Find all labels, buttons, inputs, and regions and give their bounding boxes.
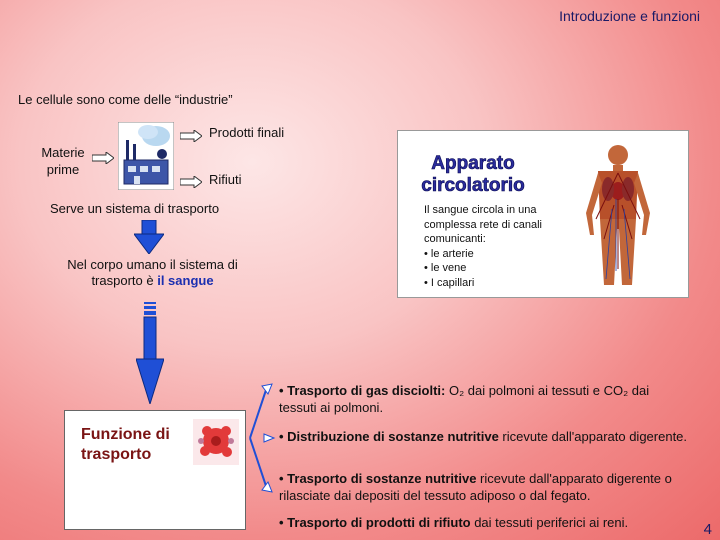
bullet-item [279, 428, 689, 445]
circulatory-item: • le vene [424, 262, 467, 274]
bullet-bold: • Trasporto di gas disciolti: [279, 383, 446, 398]
serve-text: Serve un sistema di trasporto [50, 201, 220, 216]
transport-function-line1: Funzione di [81, 426, 170, 443]
bullet-bold: • Trasporto di sostanze nutritive [279, 471, 477, 486]
intro-text: Le cellule sono come delle “industrie” [18, 92, 233, 107]
blood-cells-icon [193, 419, 239, 465]
circulatory-intro: Il sangue circola in una complessa rete di canali comunicanti: [424, 204, 543, 245]
input-label-line2: prime [46, 162, 80, 177]
arrow-down-large-icon [136, 302, 164, 404]
bullet-rest: O₂ dai polmoni ai tessuti e CO₂ dai tessuti ai polmoni. [279, 383, 650, 415]
corpo-text-main: Nel corpo umano il sistema di trasporto è [67, 257, 238, 288]
output-label-rifiuti: Rifiuti [209, 172, 242, 187]
transport-function-line2: trasporto [81, 446, 152, 463]
bullet-rest: ricevute dall'apparato digerente. [498, 429, 688, 444]
circulatory-description [424, 203, 564, 290]
bracket-arrows [246, 382, 276, 494]
input-label-line1: Materie [41, 145, 85, 160]
transport-function-panel [64, 410, 246, 530]
bullet-bold: • Trasporto di prodotti di rifiuto [279, 515, 471, 530]
bullet-item [279, 470, 689, 504]
slide-title: Introduzione e funzioni [559, 8, 700, 24]
circulatory-title-line2: circolatorio [421, 175, 525, 196]
output-label-prodotti: Prodotti finali [209, 125, 285, 140]
arrow-right-icon [180, 130, 202, 142]
input-label [38, 144, 88, 178]
arrow-right-icon [180, 176, 202, 188]
bullet-rest: dai tessuti periferici ai reni. [470, 515, 629, 530]
circulatory-title-line1: Apparato [431, 153, 515, 174]
transport-function-label [81, 425, 170, 465]
arrow-down-icon [134, 220, 164, 254]
circulatory-item: • I capillari [424, 276, 475, 289]
circulatory-title [398, 147, 548, 197]
bullet-item [279, 382, 689, 416]
factory-icon [118, 122, 174, 190]
circulatory-item: • le arterie [424, 247, 474, 260]
bullet-item [279, 514, 689, 531]
bullet-bold: • Distribuzione di sostanze nutritive [279, 429, 499, 444]
circulatory-panel [397, 130, 689, 298]
corpo-text [55, 257, 250, 289]
corpo-text-highlight: il sangue [157, 273, 214, 288]
page-number: 4 [703, 521, 712, 538]
human-circulatory-figure-icon [556, 139, 680, 291]
bullet-rest: ricevute dall'apparato digerente o rilasciate dai depositi del tessuto adiposo o dal fegato. [279, 471, 672, 503]
arrow-right-icon [92, 152, 114, 164]
